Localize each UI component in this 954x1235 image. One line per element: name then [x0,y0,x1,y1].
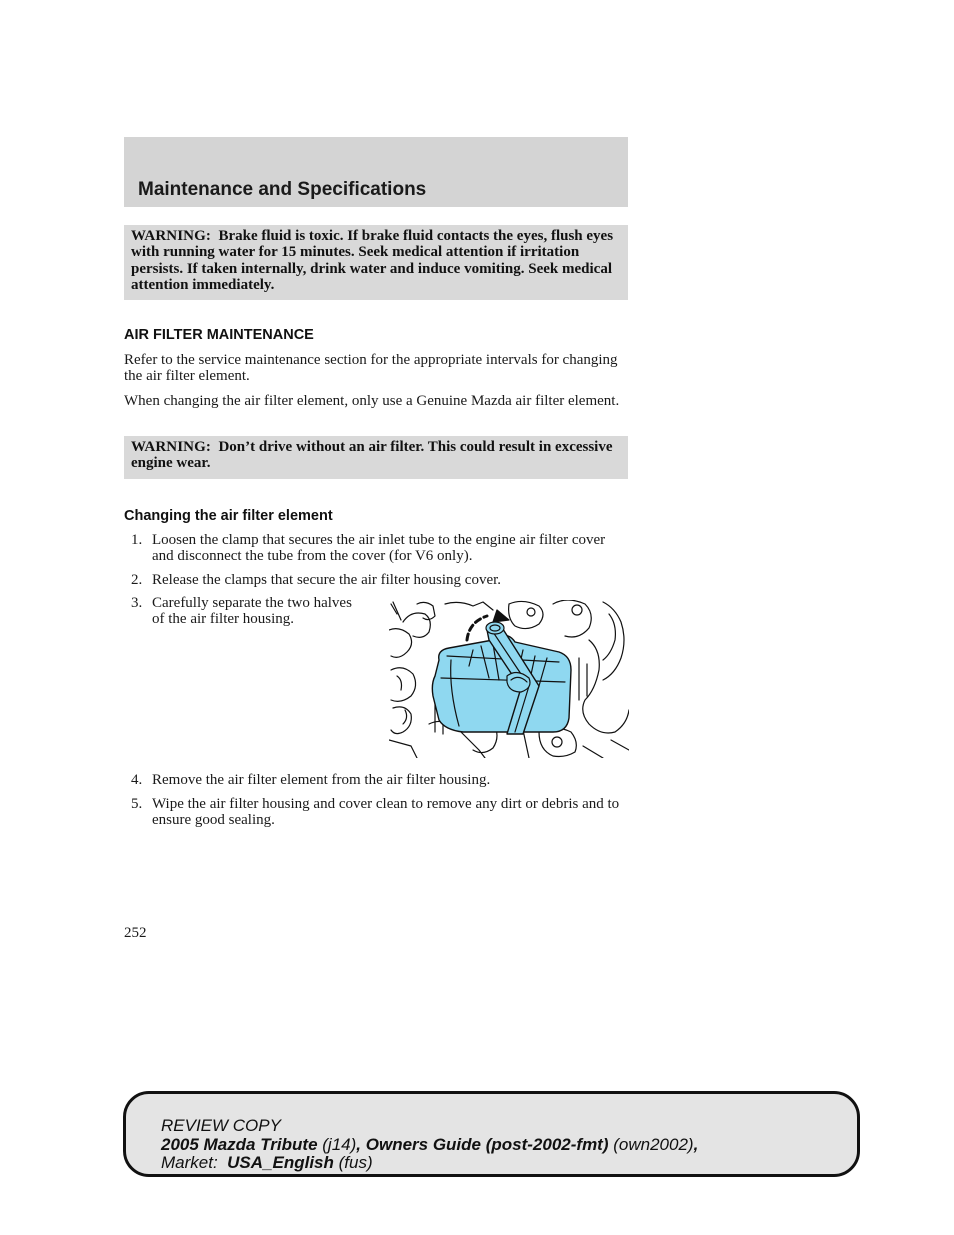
footer-separator: , [356,1134,362,1154]
warning-box-air-filter [124,436,628,479]
footer-document-line [161,1136,841,1155]
step-text: Release the clamps that secure the air filter housing cover. [152,572,502,588]
air-filter-housing-illustration [389,600,629,758]
step-number: 3. [131,595,143,611]
step-number: 4. [131,772,143,788]
warning-label: WARNING: [131,228,211,244]
step-text: Carefully separate the two halves of the air filter housing. [152,595,352,628]
warning-text: Brake fluid is toxic. If brake fluid contacts the eyes, flush eyes with running water for 15 minutes. Seek medical attention if irritation persists. If taken internally, drink water and induce vomiting. Seek medical attention immediately. [131,228,614,293]
step-text: Loosen the clamp that secures the air inlet tube to the engine air filter cover and disconnect the tube from the cover (for V6 only). [152,532,606,565]
warning-text: Don’t drive without an air filter. This could result in excessive engine wear. [131,439,613,472]
air-filter-section-title: AIR FILTER MAINTENANCE [124,327,314,343]
step-number: 2. [131,572,143,588]
changing-filter-subtitle: Changing the air filter element [124,508,333,524]
review-copy-footer-text [161,1117,841,1173]
step-number: 1. [131,532,143,548]
footer-separator: , [693,1134,699,1154]
footer-market-code: (fus) [338,1153,373,1172]
footer-market-label: Market: [161,1153,218,1172]
page-number: 252 [124,925,147,941]
footer-market: USA_English [227,1153,334,1172]
section-header-band [124,137,628,207]
footer-model: 2005 Mazda Tribute [161,1134,318,1154]
footer-model-code: (j14) [322,1134,357,1154]
step-text: Remove the air filter element from the air filter housing. [152,772,491,788]
footer-guide: Owners Guide (post-2002-fmt) [365,1134,609,1154]
footer-market-line [161,1154,841,1173]
warning-label: WARNING: [131,439,211,455]
review-copy-label: REVIEW COPY [161,1116,281,1135]
page-title: Maintenance and Specifications [138,179,427,200]
step-number: 5. [131,796,143,812]
air-filter-intervals-paragraph: Refer to the service maintenance section for the appropriate intervals for changing the air filter element. [124,352,618,385]
footer-guide-code: (own2002) [613,1134,694,1154]
warning-box-brake-fluid [124,225,628,300]
step-text: Wipe the air filter housing and cover clean to remove any dirt or debris and to ensure good sealing. [152,796,620,829]
genuine-filter-paragraph: When changing the air filter element, only use a Genuine Mazda air filter element. [124,393,620,409]
